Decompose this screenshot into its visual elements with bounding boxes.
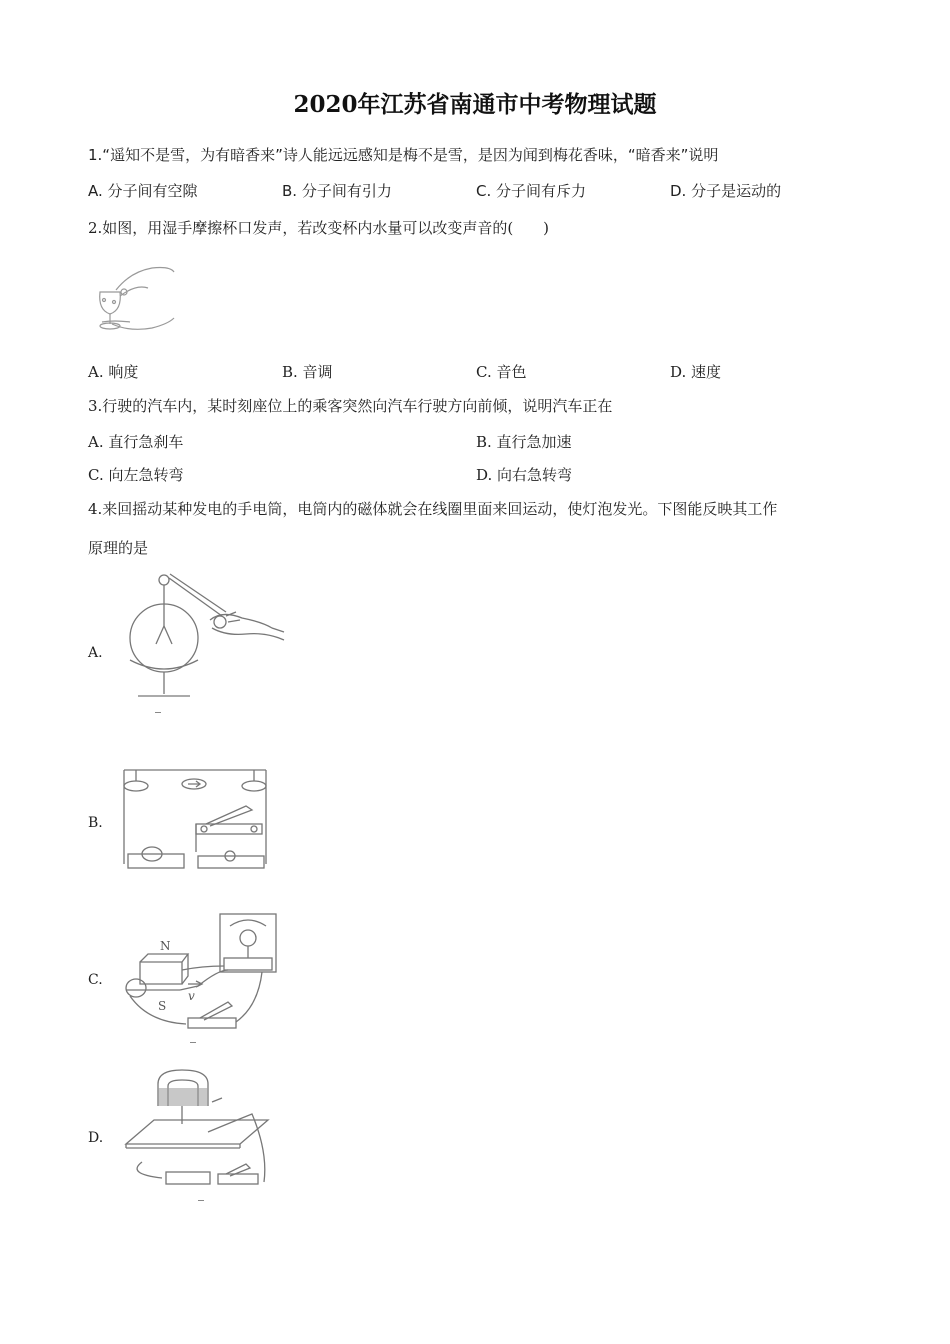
magnet-north-label: N [160, 939, 171, 953]
velocity-label: v [188, 989, 195, 1003]
q1-option-c: C. 分子间有斥力 [476, 182, 587, 200]
q4-option-d-label: D. [88, 1130, 104, 1146]
page-title: 2020年江苏省南通市中考物理试题 [293, 91, 657, 118]
electroscope-figure [122, 566, 292, 716]
wine-glass-figure [90, 262, 180, 338]
magnet-south-label: S [158, 999, 167, 1013]
q3-option-a: A. 直行急刹车 [88, 433, 184, 451]
q4-option-a-label: A. [88, 645, 103, 661]
q1-option-b: B. 分子间有引力 [282, 182, 392, 200]
question-1-stem: 1.“遥知不是雪，为有暗香来”诗人能远远感知是梅不是雪，是因为闻到梅花香味，“暗香来”说明 [88, 146, 719, 164]
q4-option-c-label: C. [88, 972, 103, 988]
question-4-stem-line-2: 原理的是 [88, 539, 149, 557]
induction-figure [118, 910, 283, 1046]
q4-option-b-label: B. [88, 815, 103, 831]
q2-option-d: D. 速度 [670, 363, 722, 381]
q3-option-c: C. 向左急转弯 [88, 466, 184, 484]
q2-option-a: A. 响度 [88, 363, 139, 381]
q3-option-d: D. 向右急转弯 [476, 466, 573, 484]
question-4-stem-line-1: 4.来回摇动某种发电的手电筒，电筒内的磁体就会在线圈里面来回运动，使灯泡发光。下图能反映其工作 [88, 500, 778, 518]
q2-option-c: C. 音色 [476, 363, 527, 381]
question-2-stem: 2.如图，用湿手摩擦杯口发声，若改变杯内水量可以改变声音的( ) [88, 219, 550, 237]
question-3-stem: 3.行驶的汽车内，某时刻座位上的乘客突然向汽车行驶方向前倾，说明汽车正在 [88, 397, 613, 415]
motor-circuit-figure [118, 764, 278, 882]
q1-option-d: D. 分子是运动的 [670, 182, 782, 200]
q2-option-b: B. 音调 [282, 363, 333, 381]
q1-option-a: A. 分子间有空隙 [88, 182, 198, 200]
q3-option-b: B. 直行急加速 [476, 433, 572, 451]
horseshoe-magnet-figure [122, 1062, 272, 1202]
